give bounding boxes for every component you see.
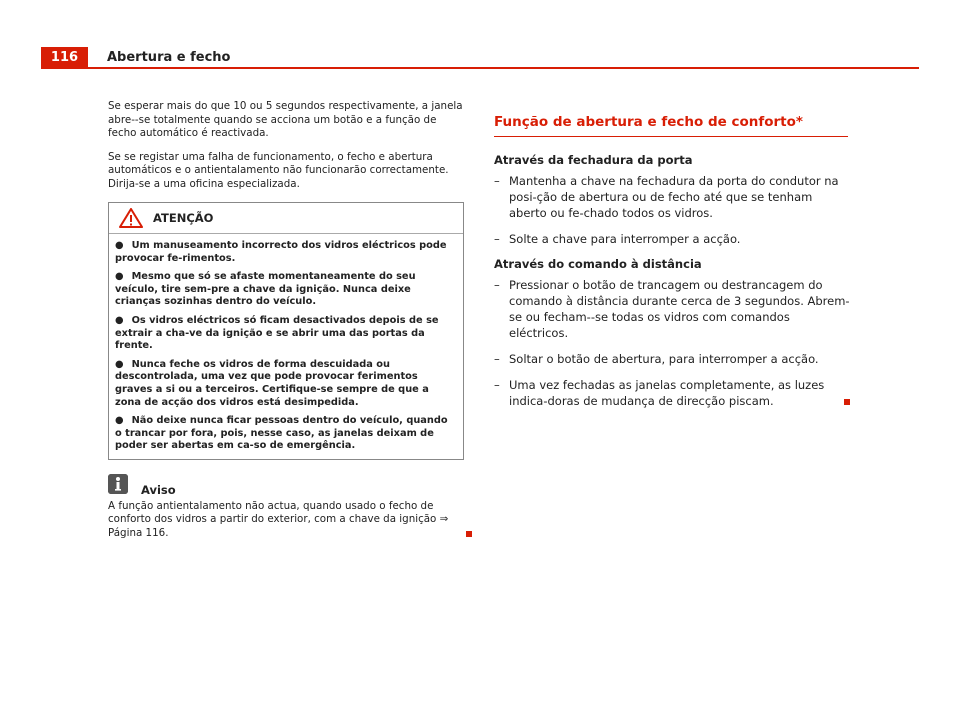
- bullet-icon: ●: [115, 358, 124, 370]
- section-end-marker: [466, 531, 472, 537]
- warning-box: [108, 202, 464, 460]
- step-item: – Mantenha a chave na fechadura da porta do condutor na posi-ção de abertura ou de fecho até que se tenham aberto ou fe-chado todos os vidros.: [494, 174, 839, 220]
- warning-item: ● Não deixe nunca ficar pessoas dentro do veículo, quando o trancar por fora, pois, nesse caso, as janelas deixam de poder ser abertas em ca-so de emergência.: [115, 415, 448, 452]
- note-text: A função antientalamento não actua, quando usado o fecho de conforto dos vidros a partir do exterior, com a chave da ignição ⇒ Página 116.: [108, 500, 464, 541]
- subsection-heading: Através do comando à distância: [494, 257, 702, 271]
- warning-item: ● Um manuseamento incorrecto dos vidros eléctricos pode provocar fe-rimentos.: [115, 240, 447, 264]
- note-title: Aviso: [141, 482, 176, 497]
- paragraph: Se se registar uma falha de funcionamento, o fecho e abertura automáticos e o antientalamento não funcionarão correctamente. Dirija-se a uma oficina especializada.: [108, 150, 449, 190]
- warning-title: ATENÇÃO: [153, 211, 214, 225]
- warning-item: ● Nunca feche os vidros de forma descuidada ou descontrolada, uma vez que pode provocar ferimentos graves a si ou a terceiros. Certifique-se sempre de que a zona de acção dos vidros está desimpedida.: [115, 358, 429, 408]
- note-header: [108, 474, 464, 497]
- bullet-icon: ●: [115, 314, 124, 326]
- section-end-marker: [844, 399, 850, 405]
- bullet-icon: ●: [115, 271, 124, 283]
- warning-body: [109, 234, 463, 459]
- header-rule: [41, 67, 919, 69]
- section-rule: [494, 136, 848, 137]
- step-item: – Solte a chave para interromper a acção.: [494, 232, 741, 246]
- step-item: – Soltar o botão de abertura, para interromper a acção.: [494, 352, 819, 366]
- warning-item: ● Os vidros eléctricos só ficam desactivados depois de se extrair a cha-ve da ignição e se abrir uma das portas da frente.: [115, 314, 439, 352]
- step-item: – Pressionar o botão de trancagem ou destrancagem do comando à distância durante cerca de 3 segundos. Abrem-se ou fecham--se todas os vidros com comandos eléctricos.: [494, 278, 850, 340]
- dash-marker: –: [494, 278, 500, 292]
- section-title: Função de abertura e fecho de conforto*: [494, 114, 803, 130]
- paragraph: Se esperar mais do que 10 ou 5 segundos respectivamente, a janela abre--se totalmente quando se acciona um botão e a função de fecho automático é reactivada.: [108, 100, 463, 139]
- page-number: 116: [41, 47, 88, 68]
- warning-header: [109, 203, 463, 234]
- warning-triangle-icon: [119, 208, 143, 228]
- dash-marker: –: [494, 174, 500, 188]
- dash-marker: –: [494, 352, 500, 366]
- info-note-icon: [108, 474, 128, 494]
- bullet-icon: ●: [115, 240, 124, 251]
- subsection-heading: Através da fechadura da porta: [494, 153, 693, 167]
- left-column: [108, 100, 464, 540]
- right-column: [494, 112, 850, 419]
- bullet-icon: ●: [115, 415, 124, 427]
- dash-marker: –: [494, 232, 500, 246]
- dash-marker: –: [494, 378, 500, 392]
- step-item: – Uma vez fechadas as janelas completamente, as luzes indica-doras de mudança de direcção piscam.: [494, 377, 850, 409]
- chapter-title: Abertura e fecho: [107, 50, 231, 65]
- warning-item: ● Mesmo que só se afaste momentaneamente do seu veículo, tire sem-pre a chave da ignição. Nunca deixe crianças sozinhas dentro do veículo.: [115, 271, 416, 308]
